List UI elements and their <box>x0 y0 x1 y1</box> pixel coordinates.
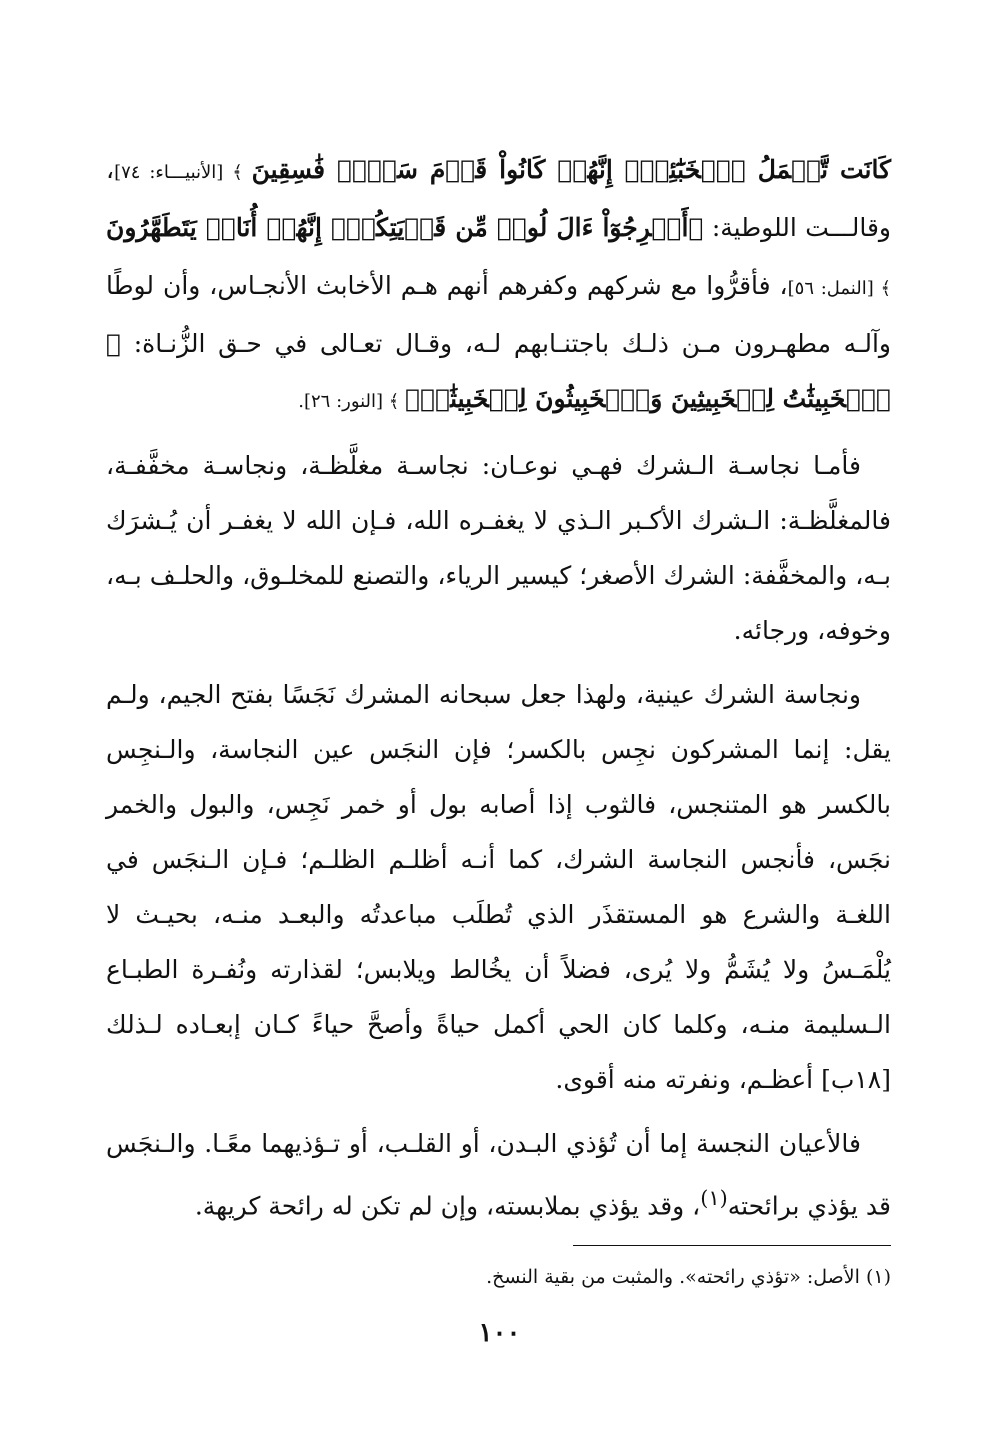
body-text: فأمـا نجاسـة الـشرك فهـي نوعـان: نجاسـة مغلَّظـة، ونجاسـة مخفَّفـة، فالمغلَّظـة: الـشرك الأكـبر الـذي لا يغفـره الله، فـإن الله لا يغفـر أن يُـشرَك بـه، والمخفَّفة: الشرك الأصغر؛ كيسير الرياء، والتصنع للمخلـوق، والحلـف بـه، وخوفه، ورجائه. <box>106 451 891 645</box>
paragraph <box>106 142 891 429</box>
body-text: فالأعيان النجسة إما أن تُؤذي البـدن، أو القلـب، أو تـؤذيهما معًـا. والـنجَس قد يؤذي برائحته <box>106 1129 891 1221</box>
verse-reference: ﴾ [الأنبيـــاء: ٧٤] <box>114 162 252 183</box>
paragraph <box>106 438 891 658</box>
verse-reference: ﴾ [النور: ٢٦]. <box>298 391 406 412</box>
paragraph <box>106 667 891 1107</box>
paragraph <box>106 1116 891 1233</box>
body-text: ونجاسة الشرك عينية، ولهذا جعل سبحانه المشرك نَجَسًا بفتح الجيم، ولـم يقل: إنما المشركون نجِس بالكسر؛ فإن النجَس عين النجاسة، والـنجِس بالكسر هو المتنجس، فالثوب إذا أصابه بول أو خمر نَجِس، والبول والخمر نجَس، فأنجس النجاسة الشرك، كما أنـه أظلـم الظلـم؛ فـإن الـنجَس في اللغـة والشرع هو المستقذَر الذي تُطلَب مباعدتُه والبعـد منـه، بحيـث لا يُلْمَـسُ ولا يُشَمُّ ولا يُرى، فضلاً أن يخُالط ويلابس؛ لقذارته ونُفـرة الطبـاع الـسليمة منـه، وكلما كان الحي أكمل حياةً وأصحَّ حياءً كـان إبعـاده لـذلك [١٨ب] أعظـم، ونفرته منه أقوى. <box>106 680 891 1094</box>
footnote-marker: (١) <box>700 1186 728 1210</box>
quran-verse: ﴿ ٱلۡخَبِيثَٰتُ لِلۡخَبِيثِينَ وَٱلۡخَبِيثُونَ لِلۡخَبِيثَٰتِۖ <box>106 329 891 413</box>
body-text: ، وقد يؤذي بملابسته، وإن لم تكن له رائحة كريهة. <box>194 1191 701 1221</box>
quran-verse: كَانَت تَّعۡمَلُ ٱلۡخَبَٰٓئِثَۚ إِنَّهُمۡ كَانُواْ قَوۡمَ سَوۡءٖ فَٰسِقِينَ <box>251 155 891 184</box>
footnote-divider <box>573 1245 891 1246</box>
body-text: ، فأقرُّوا مع شركهم وكفرهم أنهم هـم الأخابث الأنجـاس، وأن لوطًا وآلـه مطهـرون مـن ذلـك باجتنـابهم لـه، وقـال تعـالى في حـق الزُّنـاة: <box>106 271 892 358</box>
page-number: ١٠٠ <box>478 1318 521 1348</box>
body-text: ، وقالـــت اللوطية: <box>106 155 891 242</box>
main-text <box>106 142 891 1233</box>
verse-reference: ﴾ [النمل: ٥٦] <box>787 278 891 299</box>
footnote: (١) الأصل: «تؤذي رائحته». والمثبت من بقية النسخ. <box>486 1266 891 1288</box>
quran-verse: ﴿أَخۡرِجُوٓاْ ءَالَ لُوطٖ مِّن قَرۡيَتِكُمۡۖ إِنَّهُمۡ أُنَاسٞ يَتَطَهَّرُونَ <box>106 213 704 242</box>
